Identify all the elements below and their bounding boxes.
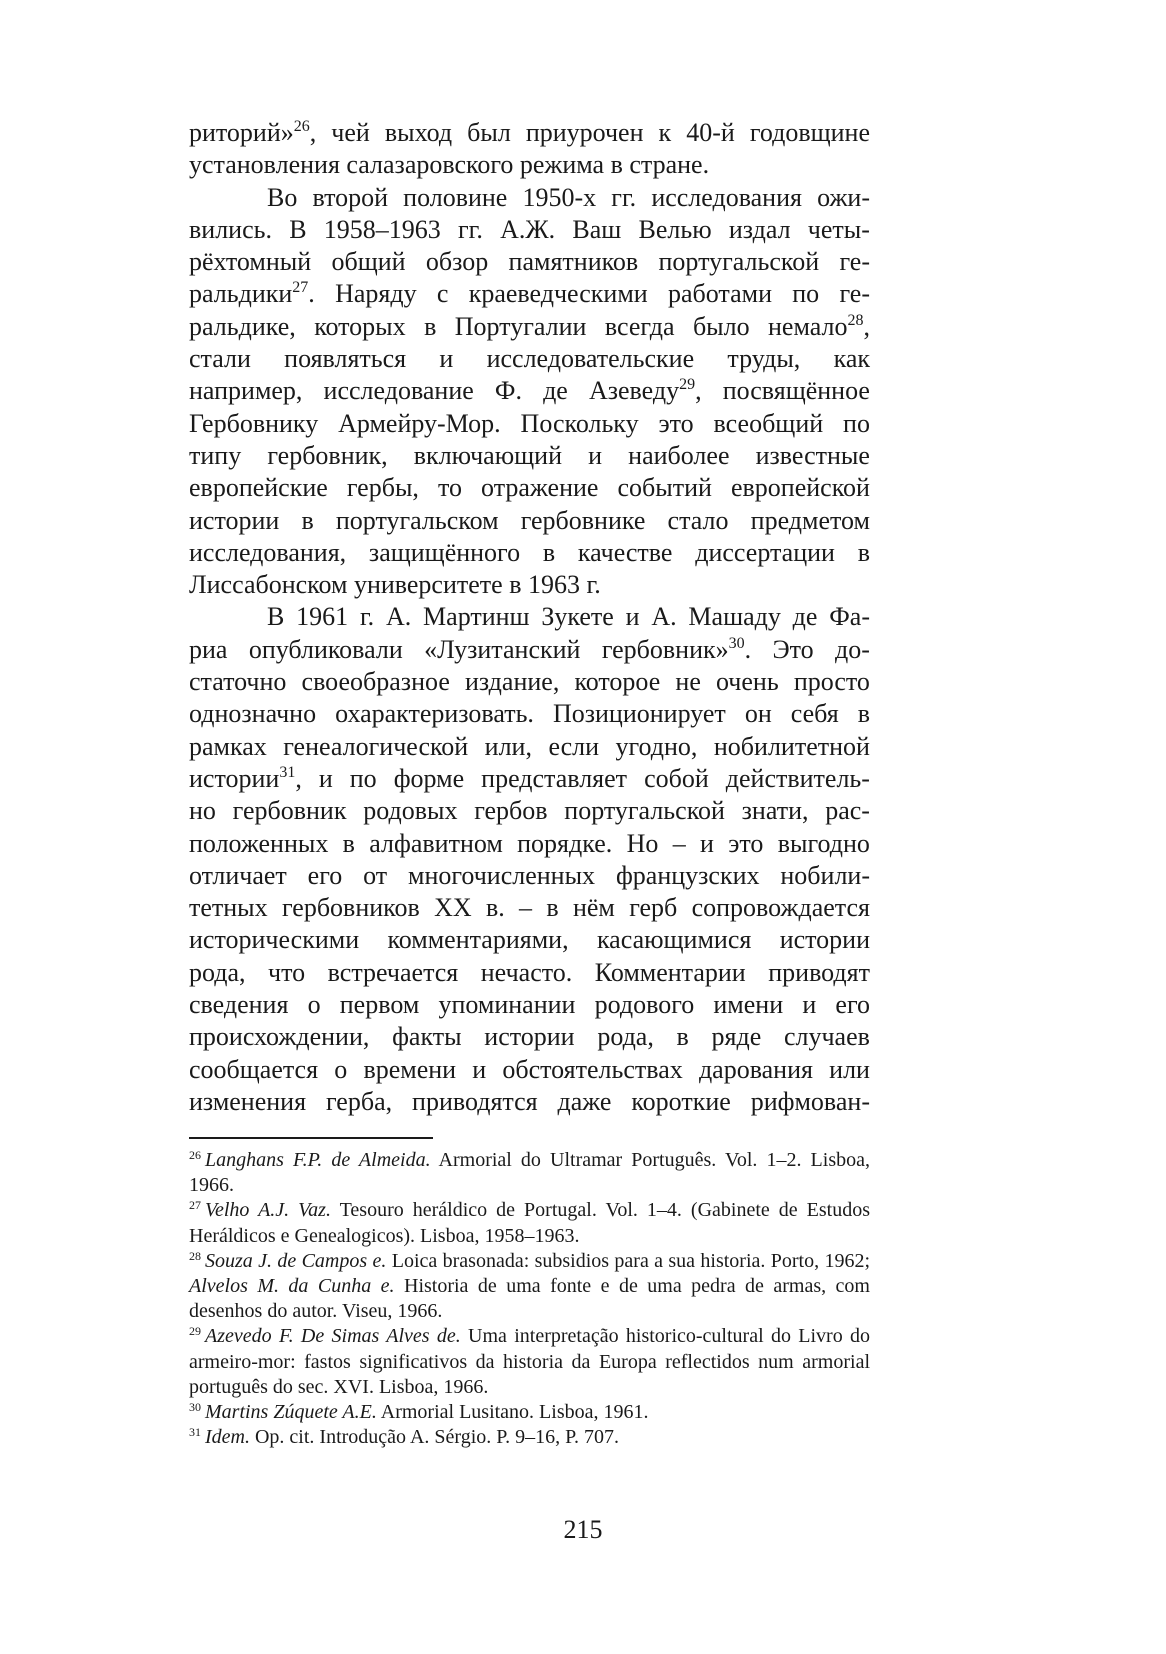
word: Зукете: [541, 602, 614, 632]
word: португальском: [335, 505, 499, 535]
word: вились.: [189, 214, 272, 244]
footnote-ref[interactable]: 31: [279, 763, 296, 781]
word: в: [546, 893, 559, 923]
text-line: [189, 924, 870, 956]
word: однозначно: [189, 699, 317, 729]
word: в: [342, 828, 355, 858]
word: появляться: [284, 344, 407, 374]
word: статочно: [189, 667, 287, 697]
word: в: [542, 537, 556, 567]
word: издание,: [464, 667, 560, 697]
word: касающимися: [596, 925, 752, 955]
word: г.: [359, 602, 375, 632]
word: Ф.: [494, 376, 522, 406]
word: приурочен: [525, 118, 644, 147]
footnote-number: 29: [189, 1324, 201, 1339]
word: истории: [189, 505, 280, 535]
word: угодно,: [615, 731, 698, 761]
word: обстоятельствах: [502, 1054, 683, 1084]
word: знати,: [741, 796, 809, 826]
footnote-author: Martins Zúquete A.E.: [205, 1401, 377, 1424]
footnote-author: Azevedo F. De Simas Alves de.: [205, 1325, 461, 1348]
text-line: [189, 601, 870, 633]
word: которых: [314, 311, 406, 341]
word: В: [289, 214, 307, 244]
word: его: [835, 990, 870, 1020]
word: даже: [557, 1086, 612, 1116]
word: дарования: [698, 1054, 813, 1084]
text-line: [189, 408, 870, 440]
text-line: [189, 311, 870, 343]
text-line: установления салазаровского режима в стране.: [189, 150, 710, 180]
footnote-ref[interactable]: 26: [293, 118, 310, 135]
word: о: [334, 1054, 348, 1084]
word: и: [439, 344, 454, 374]
footnote-text: Historia de uma fonte e de uma pedra de armas, com desenhos do autor. Viseu, 1966.: [189, 1275, 870, 1323]
text-line: [189, 957, 870, 989]
word: французских: [615, 860, 760, 890]
footnote-text: Armorial do Ultramar Português. Vol. 1–2. Lisboa, 1966.: [189, 1149, 870, 1197]
word: о: [307, 990, 321, 1020]
word: Комментарии: [594, 957, 746, 987]
word: в: [857, 699, 870, 729]
word: Гербовнику: [189, 408, 319, 438]
footnote-author: Alvelos M. da Cunha e.: [189, 1275, 395, 1298]
word: и: [802, 990, 817, 1020]
word: 1958–1963: [323, 214, 441, 244]
word: чей: [331, 118, 370, 147]
word: с: [436, 279, 449, 309]
footnote-text: Loica brasonada: subsidios para a sua historia. Porto, 1962;: [386, 1249, 870, 1272]
word: гербы,: [346, 473, 419, 503]
word: всеобщий: [713, 408, 824, 438]
word: факты: [392, 1022, 462, 1052]
word: рёхтомный: [189, 247, 312, 277]
text-line: [189, 860, 870, 892]
word: предметом: [750, 505, 870, 535]
word: Армейру-Мор.: [338, 408, 501, 438]
word: сопровождается: [691, 893, 870, 923]
word: Это: [772, 634, 814, 664]
word: это: [728, 828, 764, 858]
word: положенных: [189, 828, 329, 858]
word: в: [301, 505, 314, 535]
word: рода,: [189, 957, 246, 987]
word: Но: [626, 828, 659, 858]
text-line: [189, 892, 870, 924]
word: гербов: [474, 796, 548, 826]
word: которое: [574, 667, 661, 697]
word: издал: [728, 214, 791, 244]
word: Велью: [638, 214, 712, 244]
word: нобили-: [780, 860, 870, 890]
footnote-number: 28: [189, 1248, 201, 1263]
word: включающий: [413, 440, 562, 470]
word: ге-: [839, 247, 870, 277]
text-line: [189, 278, 870, 310]
text-line: [189, 989, 870, 1021]
word: встречается: [327, 957, 459, 987]
word: от: [363, 860, 388, 890]
word: но: [189, 796, 216, 826]
word: случаев: [783, 1022, 870, 1052]
word: Во: [267, 182, 298, 212]
word: первом: [339, 990, 420, 1020]
word: А.Ж.: [500, 214, 556, 244]
word: рода,: [597, 1022, 654, 1052]
word: в.: [485, 893, 505, 923]
word: к: [658, 118, 672, 147]
word: опубликовали: [248, 634, 403, 664]
footnote-author: Idem.: [205, 1426, 250, 1449]
word: генеалогической: [283, 731, 469, 761]
word: де: [792, 602, 818, 632]
text-line: Лиссабонском университете в 1963 г.: [189, 570, 601, 600]
text-line: [189, 1021, 870, 1053]
word: гг.: [611, 182, 637, 212]
word: многочисленных: [408, 860, 596, 890]
word: –: [519, 893, 533, 923]
word: португальской: [564, 796, 725, 826]
word: в: [424, 311, 437, 341]
word: посвящённое: [722, 376, 870, 406]
word: европейские: [189, 473, 328, 503]
word: исследовательские: [486, 344, 695, 374]
word: по: [792, 279, 820, 309]
word: исследования: [651, 182, 802, 212]
word: А.: [651, 602, 677, 632]
word: ожи-: [817, 182, 870, 212]
word: Португалии: [454, 311, 587, 341]
word: действитель-: [725, 763, 870, 793]
word: просто: [793, 667, 870, 697]
word: событий: [617, 473, 712, 503]
word: европейской: [730, 473, 870, 503]
word: приводятся: [412, 1086, 538, 1116]
word: своеобразное: [301, 667, 450, 697]
word: по: [349, 763, 377, 793]
word: и: [700, 828, 714, 858]
word: если: [548, 731, 600, 761]
footnote: [189, 1425, 870, 1450]
word: гербовник: [232, 796, 347, 826]
footnote-ref[interactable]: 30: [728, 634, 745, 652]
text-line: [189, 117, 870, 149]
word: гербовнике: [520, 505, 646, 535]
text-line: [189, 1054, 870, 1086]
word: герб: [629, 893, 678, 923]
word: отличает: [189, 860, 287, 890]
footnote-number: 26: [189, 1148, 201, 1162]
word: немало$^{28}$,: [768, 311, 870, 341]
text-line: [189, 440, 870, 472]
word: истории: [779, 925, 870, 955]
word: форме: [393, 763, 465, 793]
word: гербовник»$^{30}$.: [601, 634, 752, 664]
footnote: [189, 1148, 870, 1198]
footnote-text: Armorial Lusitano. Lisboa, 1961.: [376, 1401, 649, 1424]
word: XX: [434, 893, 472, 923]
word: второй: [312, 182, 389, 212]
text-line: [189, 1086, 870, 1118]
word: ральдике,: [189, 311, 296, 341]
text-line: [189, 698, 870, 730]
text-line: [189, 828, 870, 860]
word: обзор: [425, 247, 489, 277]
footnotes: [189, 1148, 870, 1450]
footnote-ref[interactable]: 29: [679, 376, 696, 394]
word: происхождении,: [189, 1022, 370, 1052]
word: выход: [384, 118, 453, 147]
word: де: [543, 376, 568, 406]
footnote-number: 30: [189, 1400, 201, 1415]
word: сведения: [189, 990, 289, 1020]
word: «Лузитанский: [424, 634, 581, 664]
word: работами: [667, 279, 772, 309]
word: например,: [189, 376, 303, 406]
word: и: [625, 602, 640, 632]
word: то: [437, 473, 462, 503]
text-line: [189, 763, 870, 795]
word: не: [675, 667, 701, 697]
word: историческими: [189, 925, 360, 955]
word: до-: [835, 634, 870, 664]
word: или: [829, 1054, 870, 1084]
word: португальской: [658, 247, 820, 277]
word: времени: [363, 1054, 457, 1084]
text-line: [189, 731, 870, 763]
word: А.: [385, 602, 412, 632]
word: Поскольку: [520, 408, 639, 438]
word: родовых: [363, 796, 458, 826]
footnote-number: 31: [189, 1425, 201, 1440]
word: сообщается: [189, 1054, 319, 1084]
word: родового: [594, 990, 695, 1020]
word: он: [744, 699, 772, 729]
word: или,: [484, 731, 532, 761]
footnote-author: Langhans F.P. de Almeida.: [205, 1149, 431, 1171]
word: 40-й: [686, 118, 735, 147]
text-line: [189, 795, 870, 827]
footnote-number: 27: [189, 1198, 201, 1213]
word: нём: [572, 893, 615, 923]
word: охарактеризовать.: [335, 699, 534, 729]
word: собой: [644, 763, 709, 793]
word: всегда: [604, 311, 675, 341]
word: выгодно: [777, 828, 870, 858]
word: рифмован-: [750, 1086, 870, 1116]
text-line: [189, 375, 870, 407]
word: Наряду: [335, 279, 417, 309]
word: Машаду: [688, 602, 781, 632]
word: изменения: [189, 1086, 307, 1116]
page-number: 215: [563, 1515, 603, 1544]
word: короткие: [631, 1086, 731, 1116]
text-line: [189, 343, 870, 375]
word: имени: [713, 990, 784, 1020]
word: рамках: [189, 731, 267, 761]
word: краеведческими: [468, 279, 648, 309]
word: нечасто.: [480, 957, 573, 987]
word: герба,: [325, 1086, 393, 1116]
word: что: [268, 957, 306, 987]
word: –: [672, 828, 686, 858]
word: ряде: [711, 1022, 762, 1052]
footnote: [189, 1198, 870, 1248]
text-line: [189, 182, 870, 214]
word: наиболее: [628, 440, 730, 470]
word: был: [467, 118, 511, 147]
word: алфавитном: [369, 828, 503, 858]
text-line: [189, 537, 870, 569]
word: представляет: [481, 763, 628, 793]
footnote-separator: [189, 1137, 433, 1139]
word: по: [843, 408, 870, 438]
word: Позиционирует: [552, 699, 726, 729]
word: гербовников: [281, 893, 420, 923]
footnote: [189, 1400, 870, 1425]
main-text: [189, 117, 870, 1118]
word: типу: [189, 440, 242, 470]
word: 1961: [296, 602, 349, 632]
word: приводят: [768, 957, 870, 987]
word: диссертации: [695, 537, 835, 567]
word: истории$^{31}$,: [189, 763, 302, 793]
word: защищённого: [368, 537, 521, 567]
text-line: [189, 246, 870, 278]
footnote: [189, 1324, 870, 1400]
word: его: [307, 860, 343, 890]
word: труды,: [727, 344, 801, 374]
footnote-author: Souza J. de Campos e.: [205, 1249, 387, 1272]
word: риа: [189, 634, 228, 664]
word: ге-: [839, 279, 870, 309]
word: половине: [403, 182, 508, 212]
word: общий: [331, 247, 406, 277]
word: в: [676, 1022, 689, 1052]
word: В: [267, 602, 285, 632]
word: и: [318, 763, 333, 793]
word: комментариями,: [387, 925, 569, 955]
word: истории: [484, 1022, 575, 1052]
word: это: [658, 408, 694, 438]
word: исследования,: [189, 537, 347, 567]
footnote-text: Tesouro heráldico de Portugal. Vol. 1–4. (Gabinete de Estudos Heráldicos e Genealogicos). Lisboa, 1958–1963.: [189, 1199, 870, 1247]
text-line: [189, 472, 870, 504]
word: стало: [667, 505, 729, 535]
text-line: [189, 214, 870, 246]
word: Фа-: [829, 602, 870, 632]
word: и: [588, 440, 603, 470]
word: Ваш: [572, 214, 622, 244]
word: как: [833, 344, 870, 374]
footnote-author: Velho A.J. Vaz.: [205, 1199, 331, 1222]
footnote-text: Uma interpretação historico-cultural do Livro do armeiro-mor: fastos significativos da historia da Europa reflectidos num armorial português do sec. XVI. Lisboa, 1966.: [189, 1325, 870, 1398]
word: ральдики$^{27}$.: [189, 279, 315, 309]
word: себя: [790, 699, 839, 729]
word: гербовник,: [267, 440, 388, 470]
word: четы-: [807, 214, 870, 244]
word: стали: [189, 344, 251, 374]
text-line: [189, 505, 870, 537]
word: и: [472, 1054, 487, 1084]
word: исследование: [323, 376, 474, 406]
word: отражение: [481, 473, 599, 503]
footnote-ref[interactable]: 28: [847, 311, 864, 329]
word: тетных: [189, 893, 268, 923]
word: упоминании: [438, 990, 576, 1020]
word: Мартинш: [423, 602, 530, 632]
word: 1950-х: [522, 182, 597, 212]
word: памятников: [508, 247, 639, 277]
word: Азеведу$^{29}$,: [588, 376, 702, 406]
word: рас-: [825, 796, 870, 826]
word: было: [692, 311, 750, 341]
text-line: [189, 634, 870, 666]
footnote: [189, 1249, 870, 1325]
word: порядке.: [517, 828, 613, 858]
word: известные: [755, 440, 870, 470]
word: в: [857, 537, 870, 567]
word: риторий»$^{26}$,: [189, 118, 317, 147]
text-line: [189, 666, 870, 698]
word: гг.: [457, 214, 483, 244]
word: годовщине: [749, 118, 870, 147]
footnote-ref[interactable]: 27: [292, 279, 309, 297]
footnote-text: Op. cit. Introdução A. Sérgio. P. 9–16, P. 707.: [249, 1426, 620, 1449]
word: качестве: [577, 537, 673, 567]
word: очень: [715, 667, 779, 697]
word: нобилитетной: [713, 731, 870, 761]
